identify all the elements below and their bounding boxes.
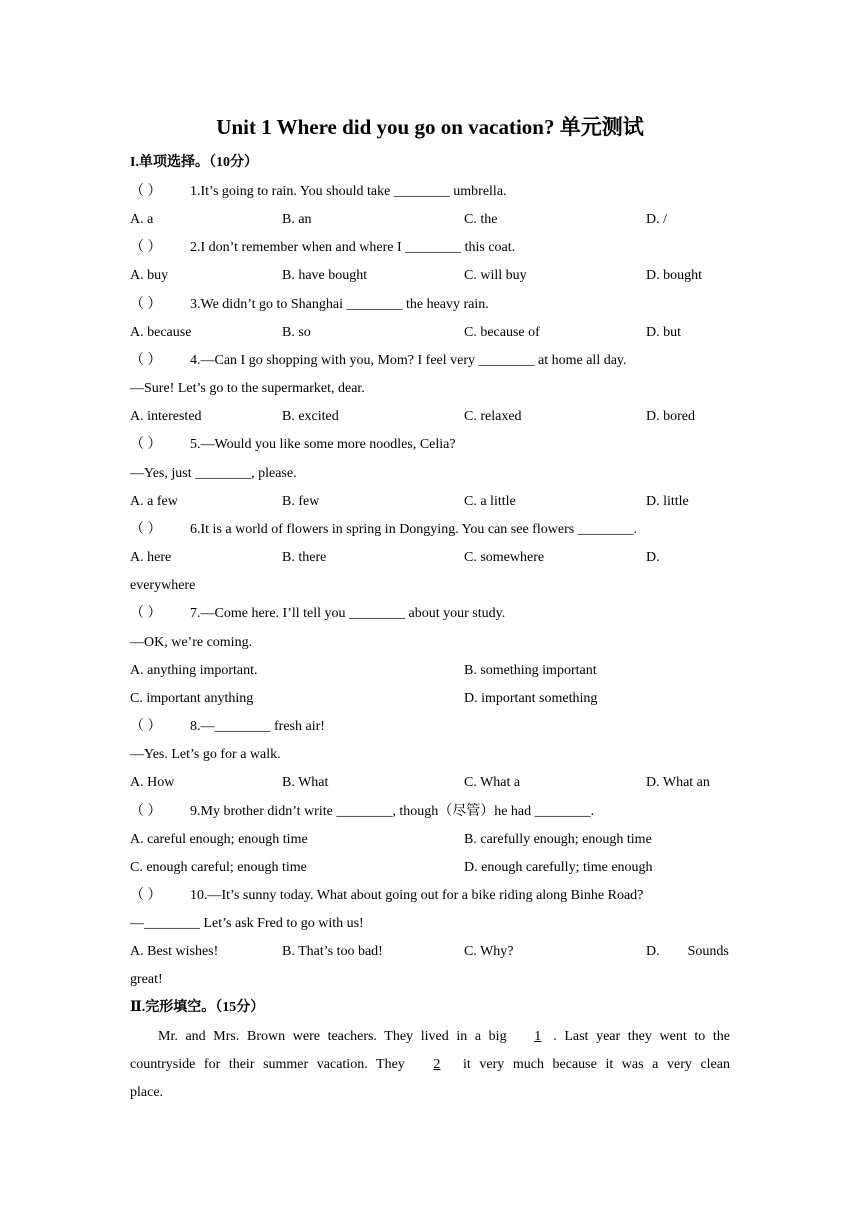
q10-option-b: B. That’s too bad!: [282, 944, 383, 959]
q1-option-d: D. /: [646, 212, 667, 227]
q8-option-b: B. What: [282, 775, 329, 790]
q6-option-a: A. here: [130, 550, 172, 565]
question-stem: 7.—Come here. I’ll tell you ________ about your study.: [190, 606, 506, 621]
question-8: [130, 717, 325, 737]
q10-option-d: D. Sounds: [646, 944, 729, 959]
q10-option-d-wrap: great!: [130, 972, 163, 987]
q1-option-a: A. a: [130, 212, 154, 227]
q5-option-d: D. little: [646, 494, 689, 509]
question-9: [130, 802, 594, 822]
q3-option-d: D. but: [646, 325, 681, 340]
q4-option-d: D. bored: [646, 409, 695, 424]
cloze-passage: [130, 1023, 730, 1107]
question-6: [130, 520, 637, 540]
answer-parenthesis[interactable]: （ ）: [130, 888, 162, 903]
answer-parenthesis[interactable]: （ ）: [130, 240, 162, 255]
q7-option-c: C. important anything: [130, 691, 254, 706]
question-stem: 3.We didn’t go to Shanghai ________ the heavy rain.: [190, 297, 489, 312]
q6-option-c: C. somewhere: [464, 550, 545, 565]
q4-option-a: A. interested: [130, 409, 202, 424]
q8-option-c: C. What a: [464, 775, 521, 790]
question-stem: 5.—Would you like some more noodles, Celia?: [190, 437, 456, 452]
q5-option-a: A. a few: [130, 494, 178, 509]
answer-parenthesis[interactable]: （ ）: [130, 522, 162, 537]
q4-option-c: C. relaxed: [464, 409, 522, 424]
q9-option-a: A. careful enough; enough time: [130, 832, 308, 847]
cloze-text: it very much because it was a very clean: [454, 1057, 730, 1072]
q1-option-c: C. the: [464, 212, 498, 227]
cloze-text: . Last year they went to the: [553, 1029, 730, 1044]
question-5: [130, 435, 456, 455]
answer-parenthesis[interactable]: （ ）: [130, 297, 162, 312]
q3-option-b: B. so: [282, 325, 311, 340]
q2-option-b: B. have bought: [282, 268, 368, 283]
q10-option-a: A. Best wishes!: [130, 944, 219, 959]
q10-reply: —________ Let’s ask Fred to go with us!: [130, 916, 364, 931]
question-7: [130, 604, 505, 624]
question-4: [130, 351, 627, 371]
question-stem: 8.—________ fresh air!: [190, 719, 325, 734]
question-2: [130, 238, 515, 258]
q5-reply: —Yes, just ________, please.: [130, 466, 297, 481]
answer-parenthesis[interactable]: （ ）: [130, 184, 162, 199]
cloze-line-2: [130, 1051, 730, 1079]
question-stem: 9.My brother didn’t write ________, though（尽管）he had ________.: [190, 804, 595, 819]
q2-option-d: D. bought: [646, 268, 702, 283]
q6-option-b: B. there: [282, 550, 327, 565]
q3-option-a: A. because: [130, 325, 192, 340]
section-heading-cloze: Ⅱ.完形填空。（15分）: [130, 1000, 265, 1015]
q9-option-d: D. enough carefully; time enough: [464, 860, 653, 875]
q4-option-b: B. excited: [282, 409, 339, 424]
q7-option-a: A. anything important.: [130, 663, 258, 678]
q8-option-a: A. How: [130, 775, 175, 790]
cloze-blank-1[interactable]: 1: [534, 1029, 542, 1044]
q10-option-c: C. Why?: [464, 944, 514, 959]
question-1: [130, 182, 507, 202]
cloze-line-3: place.: [130, 1085, 164, 1100]
answer-parenthesis[interactable]: （ ）: [130, 437, 162, 452]
question-stem: 10.—It’s sunny today. What about going out for a bike riding along Binhe Road?: [190, 888, 644, 903]
answer-parenthesis[interactable]: （ ）: [130, 606, 162, 621]
q9-option-b: B. carefully enough; enough time: [464, 832, 652, 847]
q8-reply: —Yes. Let’s go for a walk.: [130, 747, 281, 762]
q8-option-d: D. What an: [646, 775, 710, 790]
q7-reply: —OK, we’re coming.: [130, 635, 253, 650]
q1-option-b: B. an: [282, 212, 312, 227]
q5-option-b: B. few: [282, 494, 320, 509]
q7-option-b: B. something important: [464, 663, 597, 678]
q5-option-c: C. a little: [464, 494, 516, 509]
question-stem: 1.It’s going to rain. You should take ________ umbrella.: [190, 184, 507, 199]
q3-option-c: C. because of: [464, 325, 540, 340]
q2-option-a: A. buy: [130, 268, 169, 283]
cloze-text: countryside for their summer vacation. They: [130, 1057, 414, 1072]
cloze-text: Mr. and Mrs. Brown were teachers. They lived in a big: [158, 1029, 515, 1044]
question-3: [130, 295, 489, 315]
cloze-line-1: [130, 1023, 730, 1051]
q2-option-c: C. will buy: [464, 268, 527, 283]
question-stem: 4.—Can I go shopping with you, Mom? I feel very ________ at home all day.: [190, 353, 627, 368]
q6-option-d: D.: [646, 550, 660, 565]
q9-option-c: C. enough careful; enough time: [130, 860, 307, 875]
q7-option-d: D. important something: [464, 691, 598, 706]
question-stem: 2.I don’t remember when and where I ________ this coat.: [190, 240, 516, 255]
answer-parenthesis[interactable]: （ ）: [130, 804, 162, 819]
answer-parenthesis[interactable]: （ ）: [130, 353, 162, 368]
q6-option-d-wrap: everywhere: [130, 578, 196, 593]
question-10: [130, 886, 643, 906]
section-heading-multiple-choice: I.单项选择。（10分）: [130, 155, 258, 170]
question-stem: 6.It is a world of flowers in spring in Dongying. You can see flowers ________.: [190, 522, 638, 537]
answer-parenthesis[interactable]: （ ）: [130, 719, 162, 734]
page-title: Unit 1 Where did you go on vacation? 单元测试: [216, 115, 644, 139]
cloze-blank-2[interactable]: 2: [433, 1057, 441, 1072]
q4-reply: —Sure! Let’s go to the supermarket, dear.: [130, 381, 365, 396]
